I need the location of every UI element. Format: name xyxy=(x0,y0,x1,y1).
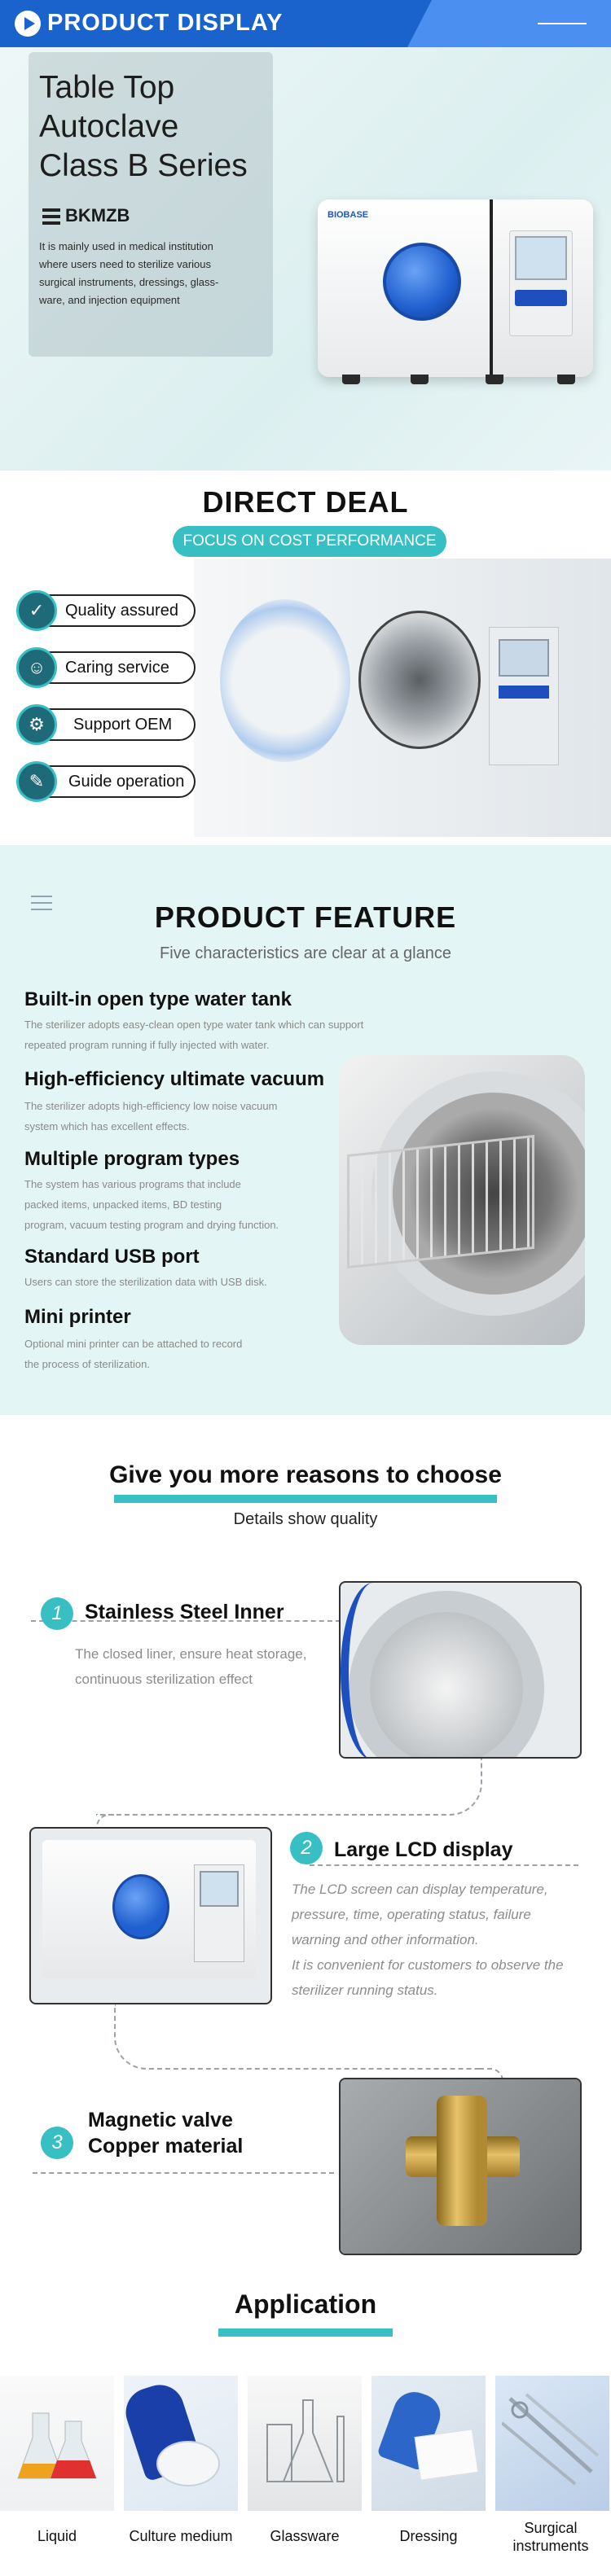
open-door-image xyxy=(220,599,350,762)
dashed-connector xyxy=(114,2004,481,2070)
lcd-photo xyxy=(29,1827,272,2004)
feature-title: High-efficiency ultimate vacuum xyxy=(24,1068,325,1090)
gear-icon: ⚙ xyxy=(16,704,57,745)
application-label: Culture medium xyxy=(129,2528,233,2544)
panel-screen xyxy=(499,639,549,677)
feature-desc-line: The system has various programs that include xyxy=(24,1178,241,1190)
valve-photo xyxy=(339,2078,582,2255)
scissors-icon xyxy=(502,2390,603,2488)
application-label-line: Surgical xyxy=(524,2520,578,2536)
reason-desc-line: It is convenient for customers to observe the xyxy=(292,1957,564,1973)
dashed-connector xyxy=(96,1759,482,1816)
feature-title: Built-in open type water tank xyxy=(24,988,292,1010)
hero-title-line: Autoclave xyxy=(39,109,179,144)
tools-icon: ✎ xyxy=(16,761,57,802)
play-icon xyxy=(15,11,41,37)
menu-icon xyxy=(42,208,60,228)
feature-desc-line: The sterilizer adopts easy-clean open type water tank which can support xyxy=(24,1019,364,1031)
dashed-connector xyxy=(310,1864,578,1866)
header-bar xyxy=(0,0,611,47)
chamber-rack-photo xyxy=(339,1055,585,1345)
application-card-culture xyxy=(124,2376,238,2511)
application-card-liquid xyxy=(0,2376,114,2511)
reason-number: 1 xyxy=(41,1597,73,1630)
hero-desc-line: It is mainly used in medical institution xyxy=(39,240,213,252)
application-card-glassware xyxy=(248,2376,362,2511)
brand-logo: BIOBASE xyxy=(327,210,369,220)
beaker-icon xyxy=(259,2392,350,2490)
feature-desc xyxy=(24,1096,334,1137)
header-divider xyxy=(538,23,587,24)
magnetic-valve-image xyxy=(437,2096,487,2226)
reason-desc-line: The LCD screen can display temperature, xyxy=(292,1882,548,1897)
application-label xyxy=(490,2519,611,2555)
application-label: Glassware xyxy=(270,2528,340,2544)
panel-buttons xyxy=(499,686,549,699)
product-feature-title: PRODUCT FEATURE xyxy=(154,900,457,934)
reason-title: Stainless Steel Inner xyxy=(85,1601,284,1623)
reason-desc-line: warning and other information. xyxy=(292,1932,479,1947)
application-label-line: instruments xyxy=(512,2538,589,2554)
reason-number: 3 xyxy=(41,2127,73,2159)
autoclave-window xyxy=(383,243,461,321)
reason-title-line: Copper material xyxy=(88,2135,244,2158)
feature-title: Multiple program types xyxy=(24,1148,240,1170)
gauze-image xyxy=(415,2429,479,2480)
application-title: Application xyxy=(234,2289,377,2319)
quality-icon: ✓ xyxy=(16,590,57,631)
reason-desc-line: The closed liner, ensure heat storage, xyxy=(75,1646,307,1662)
header-title: PRODUCT DISPLAY xyxy=(47,10,284,36)
rack-image xyxy=(347,1135,534,1268)
autoclave-buttons xyxy=(515,290,567,306)
reason-number: 2 xyxy=(290,1832,323,1864)
hero-desc-line: where users need to sterilize various xyxy=(39,258,211,270)
application-label: Liquid xyxy=(37,2528,77,2544)
feature-desc xyxy=(24,1174,342,1235)
reason-title-line: Magnetic valve xyxy=(88,2109,233,2131)
reasons-subtitle: Details show quality xyxy=(233,1510,378,1528)
reason-title xyxy=(88,2107,243,2159)
autoclave-feet xyxy=(342,375,578,384)
application-card-surgical xyxy=(495,2376,609,2511)
flask-icon xyxy=(16,2405,98,2486)
feature-title: Mini printer xyxy=(24,1306,131,1328)
liner-photo xyxy=(339,1581,582,1759)
reason-desc xyxy=(292,1877,564,2003)
feature-desc-line: repeated program running if fully injected with water. xyxy=(24,1039,270,1051)
reason-title: Large LCD display xyxy=(334,1838,513,1861)
hero-desc-line: ware, and injection equipment xyxy=(39,294,180,306)
feature-desc-line: packed items, unpacked items, BD testing xyxy=(24,1198,222,1211)
application-label: Dressing xyxy=(399,2528,458,2544)
feature-desc xyxy=(24,1272,334,1292)
autoclave-window xyxy=(112,1874,169,1939)
application-card-dressing xyxy=(371,2376,486,2511)
direct-deal-pill: FOCUS ON COST PERFORMANCE xyxy=(173,526,446,557)
hero-description xyxy=(39,238,259,309)
hero-title xyxy=(39,68,267,186)
feature-desc-line: the process of sterilization. xyxy=(24,1358,150,1370)
reason-desc xyxy=(75,1641,306,1692)
reason-desc-line: continuous sterilization effect xyxy=(75,1671,253,1687)
lcd-screen-image xyxy=(200,1871,239,1907)
chamber-image xyxy=(358,611,481,749)
product-feature-subtitle: Five characteristics are clear at a glance xyxy=(160,944,451,962)
hero-desc-line: surgical instruments, dressings, glass- xyxy=(39,276,219,288)
service-icon: ☺ xyxy=(16,647,57,688)
feature-desc-line: Optional mini printer can be attached to record xyxy=(24,1338,243,1350)
door-seal-image xyxy=(341,1583,406,1759)
autoclave-screen xyxy=(515,236,567,280)
dashed-connector xyxy=(33,2172,334,2174)
direct-deal-title: DIRECT DEAL xyxy=(202,485,409,519)
feature-label: Support OEM xyxy=(73,716,173,734)
feature-label: Quality assured xyxy=(65,602,178,620)
feature-desc xyxy=(24,1334,334,1374)
hero-title-line: Table Top xyxy=(39,70,175,105)
feature-desc xyxy=(24,1014,407,1055)
feature-desc-line: Users can store the sterilization data with USB disk. xyxy=(24,1276,267,1288)
feature-label: Caring service xyxy=(65,659,169,677)
reasons-underline xyxy=(114,1495,497,1503)
feature-title: Standard USB port xyxy=(24,1246,200,1268)
feature-desc-line: program, vacuum testing program and drying function. xyxy=(24,1219,279,1231)
hero-model: BKMZB xyxy=(65,205,130,226)
feature-label: Guide operation xyxy=(68,773,185,791)
feature-desc-line: system which has excellent effects. xyxy=(24,1120,190,1132)
feature-desc-line: The sterilizer adopts high-efficiency low noise vacuum xyxy=(24,1100,278,1112)
reason-desc-line: sterilizer running status. xyxy=(292,1982,438,1998)
reasons-title: Give you more reasons to choose xyxy=(109,1461,502,1488)
hero-title-line: Class B Series xyxy=(39,148,248,183)
application-underline xyxy=(218,2328,393,2337)
reason-desc-line: pressure, time, operating status, failure xyxy=(292,1907,531,1922)
petri-dish-image xyxy=(156,2441,220,2486)
